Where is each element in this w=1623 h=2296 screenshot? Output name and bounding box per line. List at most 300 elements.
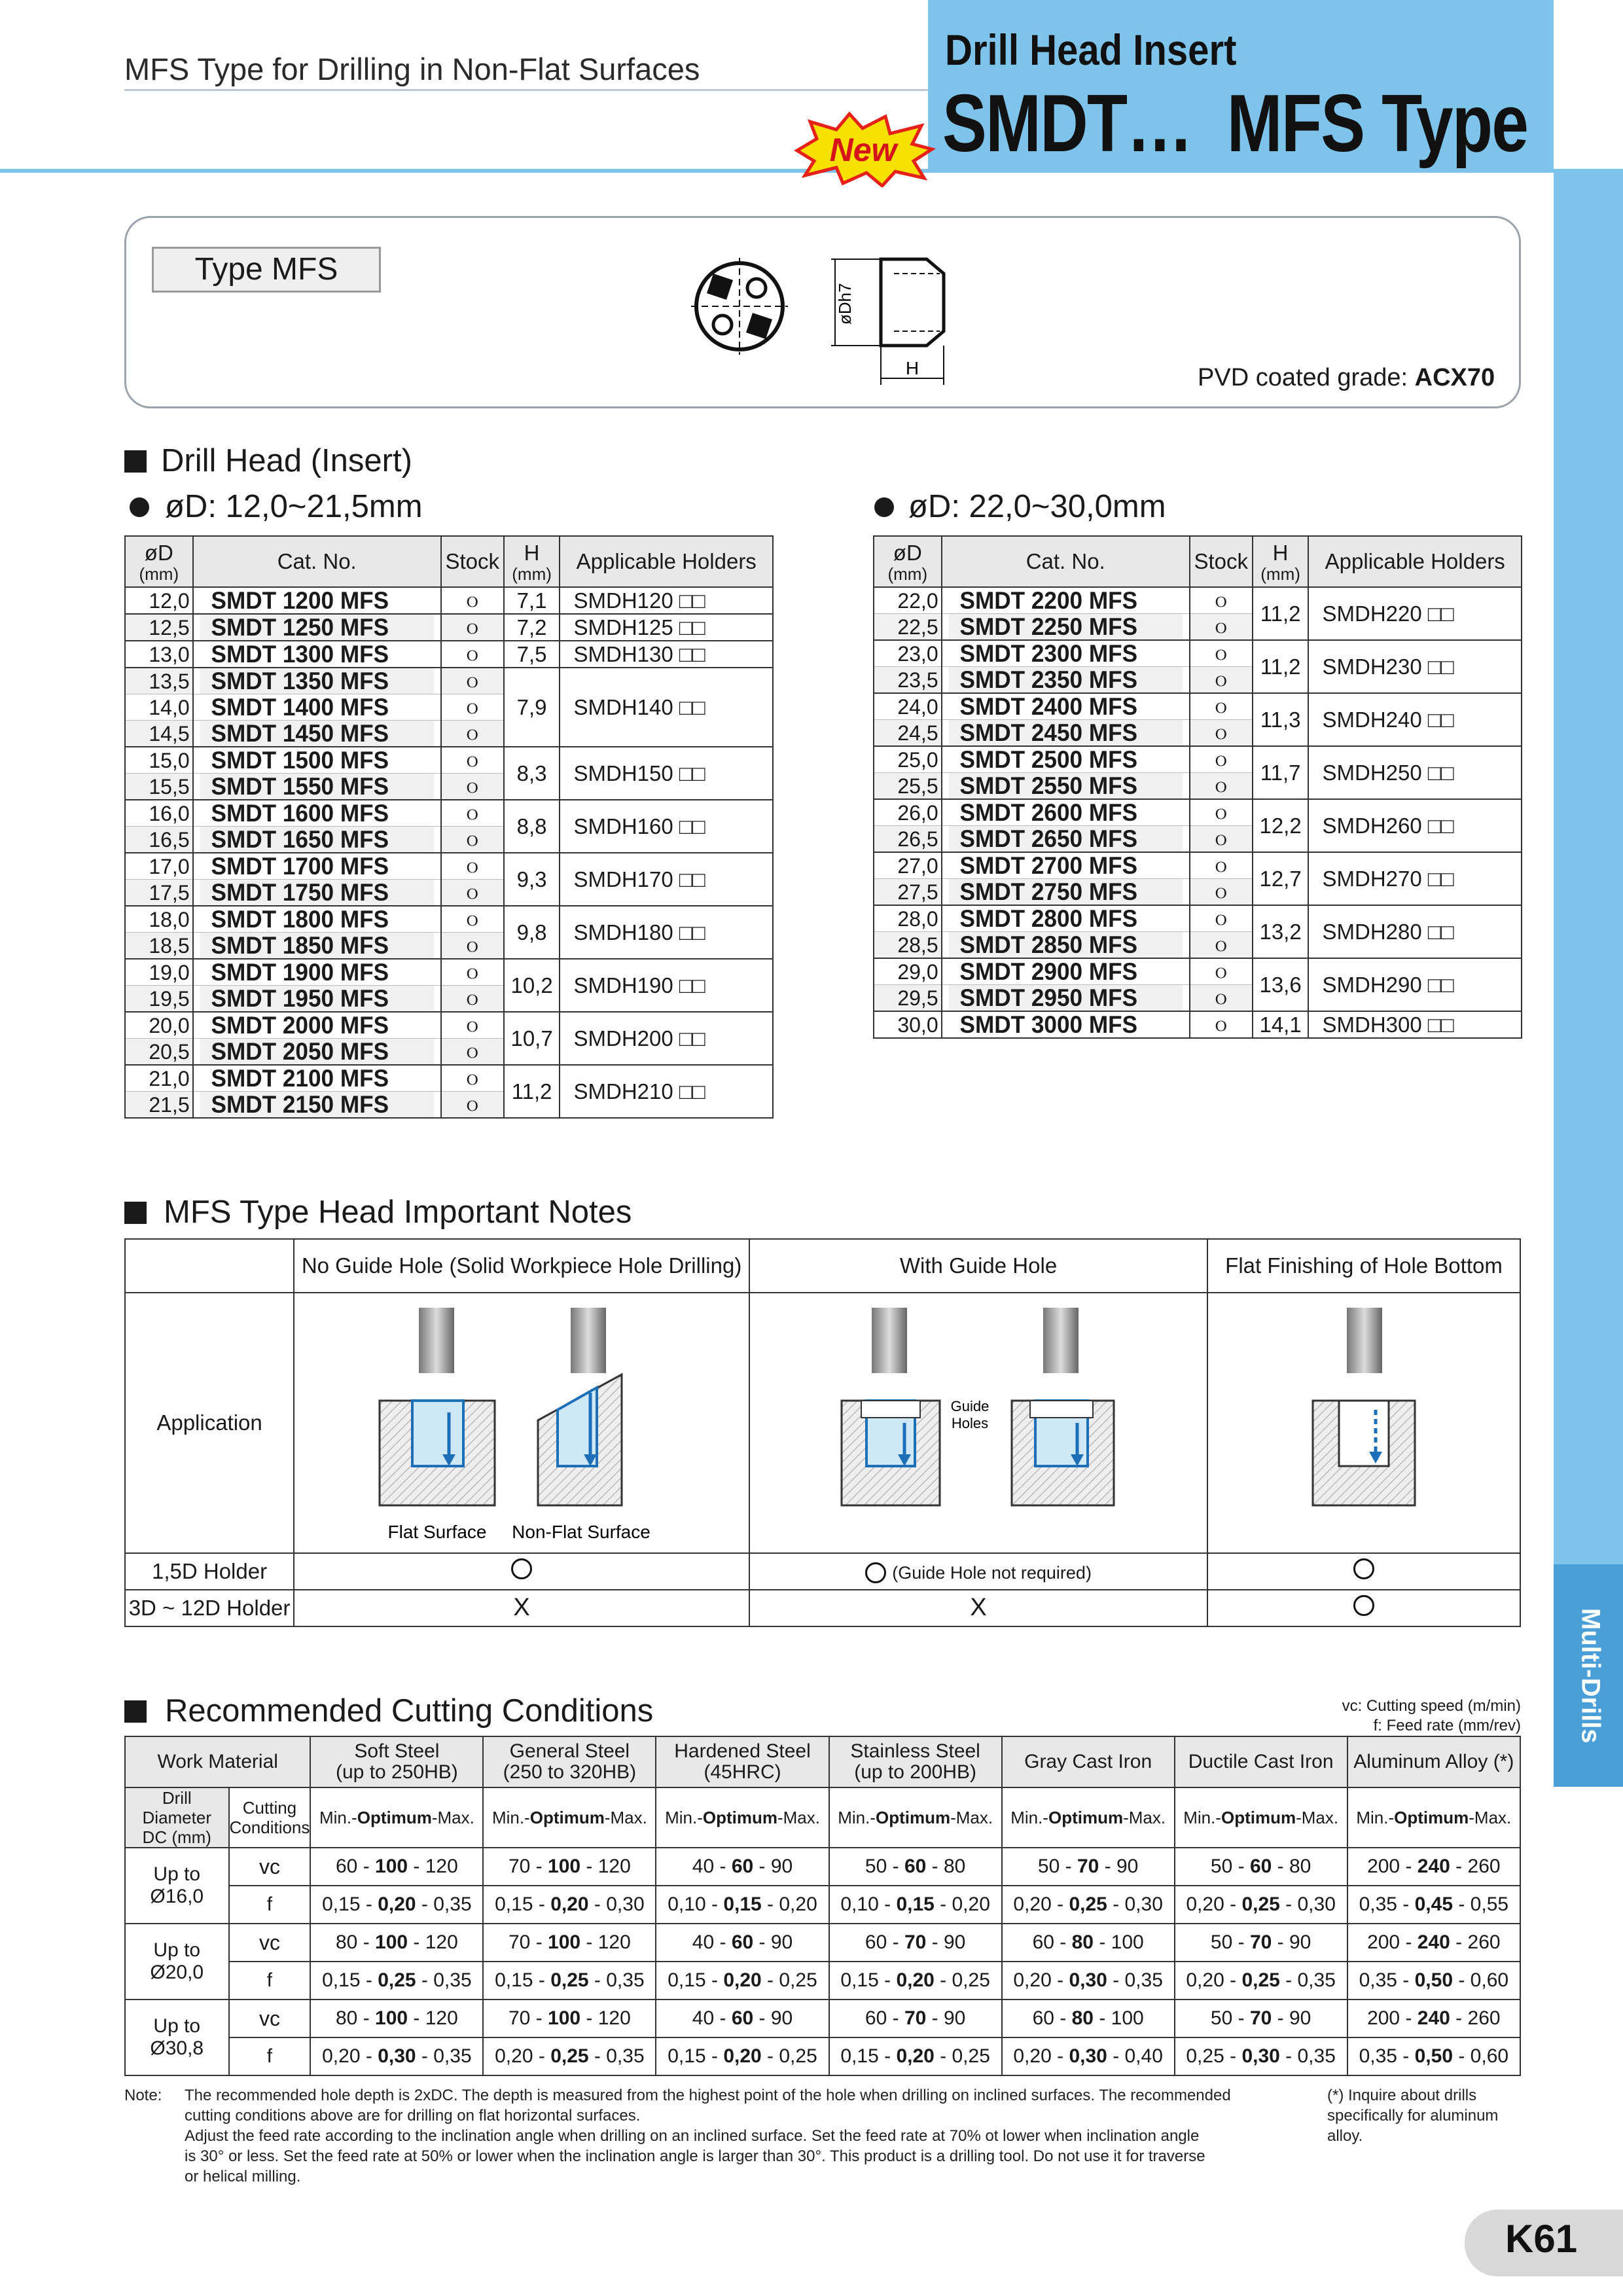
condition-value: 0,20 - 0,25 - 0,30 [1002, 1886, 1175, 1924]
header-title-small: Drill Head Insert [945, 26, 1237, 74]
diameter-cell: 16,5 [125, 827, 193, 853]
cat-no-cell: SMDT 1200 MFS [199, 587, 435, 614]
condition-value: 0,20 - 0,30 - 0,35 [310, 2037, 483, 2075]
diameter-cell: 14,0 [125, 694, 193, 721]
caption-non-flat: Non-Flat Surface [512, 1521, 651, 1542]
condition-value: 0,15 - 0,25 - 0,35 [483, 1962, 656, 2000]
cat-no-cell: SMDT 2300 MFS [948, 640, 1183, 667]
cat-no-cell: SMDT 1550 MFS [199, 774, 435, 800]
condition-value: 50 - 70 - 90 [1002, 1848, 1175, 1886]
notes-corner [125, 1239, 294, 1293]
condition-value: 70 - 100 - 120 [483, 1924, 656, 1962]
cell-15d-flat [1207, 1553, 1520, 1590]
cell-15d-guide [749, 1553, 1207, 1590]
cat-no-cell: SMDT 2950 MFS [948, 985, 1183, 1012]
condition-value: 40 - 60 - 90 [656, 2000, 829, 2037]
holder-cell: SMDH120 □□ [560, 587, 773, 614]
dim-h-label: H [905, 358, 919, 378]
stock-icon: ｏ [441, 986, 504, 1013]
holder-cell: SMDH130 □□ [560, 641, 773, 668]
stock-icon: ｏ [441, 853, 504, 880]
cat-no-cell: SMDT 2850 MFS [948, 932, 1183, 959]
circle-ok-icon [1353, 1595, 1374, 1616]
condition-value: 0,15 - 0,20 - 0,30 [483, 1886, 656, 1924]
table-row [125, 2037, 1520, 2075]
bullet-dot-icon [874, 497, 894, 517]
h-cell: 7,5 [504, 641, 560, 668]
row-application: Application [125, 1293, 294, 1552]
diameter-group: Up to Ø16,0 [125, 1848, 229, 1924]
diameter-cell: 27,5 [874, 879, 942, 906]
condition-value: 0,25 - 0,30 - 0,35 [1175, 2037, 1347, 2075]
diameter-cell: 27,0 [874, 852, 942, 879]
condition-value: 0,15 - 0,20 - 0,25 [829, 1962, 1002, 2000]
holder-cell: SMDH240 □□ [1308, 693, 1522, 746]
table-row [874, 587, 1522, 614]
h-cell: 7,2 [504, 614, 560, 641]
diameter-cell: 18,0 [125, 906, 193, 933]
header-underline [124, 89, 929, 91]
table-row [125, 1962, 1520, 2000]
diagram-flat-finish [1207, 1293, 1520, 1552]
stock-icon: ｏ [1190, 693, 1253, 720]
side-bar [1554, 171, 1623, 1579]
bullet-dot-icon [130, 497, 149, 517]
diameter-cell: 28,5 [874, 932, 942, 959]
condition-value: 60 - 70 - 90 [829, 1924, 1002, 1962]
diameter-cell: 22,5 [874, 614, 942, 641]
insert-front-view-icon [687, 254, 792, 359]
condition-value: 0,35 - 0,45 - 0,55 [1347, 1886, 1520, 1924]
notes-col-no-guide: No Guide Hole (Solid Workpiece Hole Drilling) [294, 1239, 749, 1293]
section-bullet-icon [124, 450, 147, 473]
diameter-cell: 26,0 [874, 799, 942, 826]
h-cell: 12,7 [1253, 852, 1309, 905]
condition-value: 0,20 - 0,30 - 0,40 [1002, 2037, 1175, 2075]
drill-diameter-header: Drill Diameter DC (mm) [125, 1787, 229, 1848]
condition-value: 0,20 - 0,30 - 0,35 [1002, 1962, 1175, 2000]
condition-value: 60 - 100 - 120 [310, 1848, 483, 1886]
header-title-big: SMDT… MFS Type [942, 79, 1528, 169]
condition-value: 0,20 - 0,25 - 0,35 [483, 2037, 656, 2075]
col-holders: Applicable Holders [1308, 536, 1522, 587]
condition-value: 200 - 240 - 260 [1347, 1848, 1520, 1886]
cat-no-cell: SMDT 1650 MFS [199, 827, 435, 853]
h-cell: 13,6 [1253, 958, 1309, 1011]
min-opt-max-header: Min.-Optimum-Max. [1002, 1787, 1175, 1848]
legend-f: f: Feed rate (mm/rev) [1373, 1717, 1521, 1734]
diameter-cell: 20,0 [125, 1012, 193, 1039]
condition-value: 70 - 100 - 120 [483, 2000, 656, 2037]
stock-icon: ｏ [441, 933, 504, 960]
diameter-cell: 25,5 [874, 773, 942, 800]
holder-cell: SMDH220 □□ [1308, 587, 1522, 640]
holder-cell: SMDH290 □□ [1308, 958, 1522, 1011]
condition-value: 0,15 - 0,20 - 0,25 [829, 2037, 1002, 2075]
cat-no-cell: SMDT 1350 MFS [199, 668, 435, 694]
stock-icon: ｏ [1190, 879, 1253, 906]
col-cat: Cat. No. [193, 536, 441, 587]
min-opt-max-header: Min.-Optimum-Max. [1175, 1787, 1347, 1848]
material-header: Ductile Cast Iron [1175, 1736, 1347, 1787]
h-cell: 9,3 [504, 853, 560, 906]
cat-no-cell: SMDT 1950 MFS [199, 986, 435, 1013]
table-row [125, 614, 773, 641]
condition-value: 0,20 - 0,25 - 0,30 [1175, 1886, 1347, 1924]
stock-icon: ｏ [1190, 932, 1253, 959]
cat-no-cell: SMDT 1500 MFS [199, 747, 435, 774]
material-header: General Steel (250 to 320HB) [483, 1736, 656, 1787]
condition-value: 60 - 80 - 100 [1002, 1924, 1175, 1962]
diameter-cell: 17,0 [125, 853, 193, 880]
aluminum-note [1327, 2085, 1521, 2146]
condition-value: 0,20 - 0,25 - 0,35 [1175, 1962, 1347, 2000]
cat-no-cell: SMDT 1400 MFS [199, 694, 435, 721]
diameter-cell: 28,0 [874, 905, 942, 932]
table-row [125, 1924, 1520, 1962]
stock-icon: ｏ [1190, 640, 1253, 667]
cat-no-cell: SMDT 1900 MFS [199, 959, 435, 986]
range-right: øD: 22,0~30,0mm [908, 489, 1166, 524]
cell-3d-flat [1207, 1590, 1520, 1626]
holder-cell: SMDH230 □□ [1308, 640, 1522, 693]
stock-icon: ｏ [1190, 614, 1253, 641]
h-cell: 8,3 [504, 747, 560, 800]
cat-no-cell: SMDT 2200 MFS [948, 587, 1183, 614]
cat-no-cell: SMDT 1800 MFS [199, 906, 435, 933]
type-label: Type MFS [152, 247, 381, 293]
table-row [874, 746, 1522, 773]
cutting-conditions-header: Cutting Conditions [229, 1787, 311, 1848]
condition-value: 60 - 80 - 100 [1002, 2000, 1175, 2037]
holder-cell: SMDH150 □□ [560, 747, 773, 800]
drilling-guide-hole-icon [750, 1295, 1205, 1551]
note-line: The recommended hole depth is 2xDC. The depth is measured from the highest point of the hole when drilling on inclined surfaces. The recommended [185, 2087, 1231, 2104]
new-badge-icon [791, 110, 936, 187]
holder-cell: SMDH190 □□ [560, 959, 773, 1012]
table-row [125, 747, 773, 774]
table-row [125, 587, 773, 614]
note-text [185, 2085, 1291, 2187]
side-tab-label: Multi-Drills [1576, 1607, 1605, 1744]
h-cell: 11,7 [1253, 746, 1309, 799]
cat-no-cell: SMDT 3000 MFS [948, 1011, 1183, 1038]
stock-icon: ｏ [441, 959, 504, 986]
diameter-cell: 21,0 [125, 1065, 193, 1092]
dim-d-label: øDh7 [835, 283, 855, 325]
h-cell: 11,2 [1253, 640, 1309, 693]
cutting-legend [1243, 1696, 1521, 1736]
table-row [125, 1848, 1520, 1886]
stock-icon: ｏ [1190, 826, 1253, 853]
min-opt-max-header: Min.-Optimum-Max. [656, 1787, 829, 1848]
h-cell: 13,2 [1253, 905, 1309, 958]
cat-no-cell: SMDT 2750 MFS [948, 879, 1183, 906]
h-cell: 11,2 [1253, 587, 1309, 640]
min-opt-max-header: Min.-Optimum-Max. [829, 1787, 1002, 1848]
stock-icon: ｏ [441, 800, 504, 827]
h-cell: 8,8 [504, 800, 560, 853]
legend-vc: vc: Cutting speed (m/min) [1342, 1697, 1521, 1715]
cat-no-cell: SMDT 1750 MFS [199, 880, 435, 906]
aside-line: alloy. [1327, 2127, 1363, 2145]
table-row [125, 641, 773, 668]
holder-cell: SMDH260 □□ [1308, 799, 1522, 852]
condition-value: 0,10 - 0,15 - 0,20 [656, 1886, 829, 1924]
diameter-cell: 21,5 [125, 1092, 193, 1119]
stock-icon: ｏ [441, 747, 504, 774]
param-vc: vc [229, 2000, 311, 2037]
cat-no-cell: SMDT 2700 MFS [948, 852, 1183, 879]
cell-15d-no-guide [294, 1553, 749, 1590]
holder-cell: SMDH280 □□ [1308, 905, 1522, 958]
stock-icon: ｏ [441, 1092, 504, 1119]
table-row [874, 958, 1522, 985]
material-header: Soft Steel (up to 250HB) [310, 1736, 483, 1787]
stock-icon: ｏ [1190, 958, 1253, 985]
diameter-cell: 29,5 [874, 985, 942, 1012]
table-row [874, 1011, 1522, 1038]
condition-value: 0,15 - 0,20 - 0,35 [310, 1886, 483, 1924]
guide-label-2: Holes [951, 1414, 989, 1431]
diameter-cell: 20,5 [125, 1039, 193, 1066]
condition-value: 50 - 60 - 80 [829, 1848, 1002, 1886]
table-row [125, 2000, 1520, 2037]
stock-icon: ｏ [441, 694, 504, 721]
cat-no-cell: SMDT 2450 MFS [948, 720, 1183, 747]
stock-icon: ｏ [441, 668, 504, 694]
cat-no-cell: SMDT 2250 MFS [948, 614, 1183, 641]
condition-value: 0,15 - 0,20 - 0,25 [656, 1962, 829, 2000]
condition-value: 50 - 60 - 80 [1175, 1848, 1347, 1886]
diameter-cell: 24,0 [874, 693, 942, 720]
diameter-cell: 15,5 [125, 774, 193, 800]
grade-value: ACX70 [1414, 364, 1495, 391]
stock-icon: ｏ [441, 587, 504, 614]
section-title-drill-head: Drill Head (Insert) [161, 443, 412, 478]
table-row [874, 640, 1522, 667]
param-f: f [229, 1886, 311, 1924]
stock-icon: ｏ [1190, 905, 1253, 932]
note-line: is 30° or less. Set the feed rate at 50% or lower when the inclination angle is larger than 30°. This product is a drilling tool. Do not use it for traverse [185, 2147, 1205, 2165]
notes-col-flat: Flat Finishing of Hole Bottom [1207, 1239, 1520, 1293]
col-stock: Stock [441, 536, 504, 587]
cat-no-cell: SMDT 2900 MFS [948, 958, 1183, 985]
circle-ok-icon [511, 1558, 532, 1579]
diameter-cell: 30,0 [874, 1011, 942, 1038]
table-row [125, 1886, 1520, 1924]
col-h: H (mm) [504, 536, 560, 587]
guide-not-required: (Guide Hole not required) [892, 1562, 1092, 1583]
condition-value: 0,35 - 0,50 - 0,60 [1347, 1962, 1520, 2000]
stock-icon: ｏ [1190, 773, 1253, 800]
table-row [874, 852, 1522, 879]
drilling-no-guide-icon [294, 1295, 747, 1551]
table-row [874, 693, 1522, 720]
col-h: H (mm) [1253, 536, 1309, 587]
col-d: øD (mm) [874, 536, 942, 587]
cat-no-cell: SMDT 2050 MFS [199, 1039, 435, 1066]
h-cell: 12,2 [1253, 799, 1309, 852]
diameter-cell: 17,5 [125, 880, 193, 906]
condition-value: 0,10 - 0,15 - 0,20 [829, 1886, 1002, 1924]
diagram-guide [749, 1293, 1207, 1552]
section-title-cutting: Recommended Cutting Conditions [165, 1693, 654, 1729]
row-3d-12d-holder: 3D ~ 12D Holder [125, 1590, 294, 1626]
diameter-cell: 24,5 [874, 720, 942, 747]
stock-icon: ｏ [441, 906, 504, 933]
col-stock: Stock [1190, 536, 1253, 587]
col-cat: Cat. No. [942, 536, 1190, 587]
condition-value: 80 - 100 - 120 [310, 2000, 483, 2037]
stock-icon: ｏ [441, 1012, 504, 1039]
diameter-cell: 26,5 [874, 826, 942, 853]
diameter-cell: 13,5 [125, 668, 193, 694]
param-f: f [229, 1962, 311, 2000]
cat-no-cell: SMDT 1700 MFS [199, 853, 435, 880]
param-vc: vc [229, 1924, 311, 1962]
diameter-cell: 15,0 [125, 747, 193, 774]
circle-ok-icon [865, 1562, 886, 1583]
cat-no-cell: SMDT 2550 MFS [948, 773, 1183, 800]
diameter-cell: 13,0 [125, 641, 193, 668]
cat-no-cell: SMDT 1300 MFS [199, 641, 435, 668]
table-row [125, 959, 773, 986]
grade-line [1198, 364, 1495, 392]
stock-icon: ｏ [1190, 985, 1253, 1012]
diameter-cell: 25,0 [874, 746, 942, 773]
condition-value: 200 - 240 - 260 [1347, 2000, 1520, 2037]
material-header: Aluminum Alloy (*) [1347, 1736, 1520, 1787]
condition-value: 70 - 100 - 120 [483, 1848, 656, 1886]
h-cell: 7,1 [504, 587, 560, 614]
stock-icon: ｏ [441, 1065, 504, 1092]
cell-3d-no-guide: X [294, 1590, 749, 1626]
material-header: Gray Cast Iron [1002, 1736, 1175, 1787]
insert-side-view-icon [829, 247, 972, 391]
holder-cell: SMDH125 □□ [560, 614, 773, 641]
stock-icon: ｏ [441, 827, 504, 853]
condition-value: 50 - 70 - 90 [1175, 1924, 1347, 1962]
stock-icon: ｏ [441, 614, 504, 641]
diameter-group: Up to Ø30,8 [125, 2000, 229, 2075]
min-opt-max-header: Min.-Optimum-Max. [1347, 1787, 1520, 1848]
cutting-conditions-table [124, 1736, 1521, 2076]
note-line: cutting conditions above are for drilling on flat horizontal surfaces. [185, 2107, 641, 2125]
stock-icon: ｏ [1190, 852, 1253, 879]
cat-no-cell: SMDT 2000 MFS [199, 1012, 435, 1039]
caption-flat: Flat Surface [387, 1521, 487, 1542]
work-material-header: Work Material [125, 1736, 310, 1787]
stock-icon: ｏ [1190, 799, 1253, 826]
holder-cell: SMDH200 □□ [560, 1012, 773, 1065]
row-15d-holder: 1,5D Holder [125, 1553, 294, 1590]
grade-label: PVD coated grade: [1198, 364, 1408, 391]
condition-value: 0,15 - 0,25 - 0,35 [310, 1962, 483, 2000]
stock-icon: ｏ [1190, 667, 1253, 694]
material-header: Stainless Steel (up to 200HB) [829, 1736, 1002, 1787]
table-row [125, 853, 773, 880]
cat-no-cell: SMDT 1600 MFS [199, 800, 435, 827]
diameter-cell: 23,0 [874, 640, 942, 667]
h-cell: 7,9 [504, 668, 560, 747]
page-number: K61 [1505, 2217, 1578, 2261]
diameter-cell: 14,5 [125, 721, 193, 747]
h-cell: 11,3 [1253, 693, 1309, 746]
diagram-no-guide [294, 1293, 749, 1552]
cat-no-cell: SMDT 2600 MFS [948, 799, 1183, 826]
min-opt-max-header: Min.-Optimum-Max. [310, 1787, 483, 1848]
stock-icon: ｏ [441, 774, 504, 800]
col-d: øD (mm) [125, 536, 193, 587]
param-f: f [229, 2037, 311, 2075]
drilling-flat-finish-icon [1208, 1295, 1518, 1551]
aside-line: specifically for aluminum [1327, 2107, 1499, 2125]
section-bullet-icon [124, 1700, 147, 1723]
table-row [125, 800, 773, 827]
param-vc: vc [229, 1848, 311, 1886]
h-cell: 10,7 [504, 1012, 560, 1065]
cat-no-cell: SMDT 1250 MFS [199, 614, 435, 641]
cell-3d-guide: X [749, 1590, 1207, 1626]
holder-cell: SMDH300 □□ [1308, 1011, 1522, 1038]
table-row [874, 799, 1522, 826]
h-cell: 9,8 [504, 906, 560, 959]
holder-cell: SMDH170 □□ [560, 853, 773, 906]
stock-icon: ｏ [441, 641, 504, 668]
stock-icon: ｏ [441, 1039, 504, 1066]
stock-icon: ｏ [1190, 587, 1253, 614]
h-cell: 10,2 [504, 959, 560, 1012]
cat-no-cell: SMDT 2650 MFS [948, 826, 1183, 853]
min-opt-max-header: Min.-Optimum-Max. [483, 1787, 656, 1848]
holder-cell: SMDH210 □□ [560, 1065, 773, 1118]
diameter-cell: 29,0 [874, 958, 942, 985]
section-bullet-icon [124, 1202, 147, 1224]
diameter-cell: 16,0 [125, 800, 193, 827]
cat-no-cell: SMDT 1850 MFS [199, 933, 435, 960]
diameter-cell: 12,5 [125, 614, 193, 641]
stock-icon: ｏ [1190, 720, 1253, 747]
table-row [874, 905, 1522, 932]
stock-icon: ｏ [441, 880, 504, 906]
cat-no-cell: SMDT 2400 MFS [948, 693, 1183, 720]
insert-table-right [873, 535, 1522, 1039]
cat-no-cell: SMDT 2150 MFS [199, 1092, 435, 1119]
condition-value: 80 - 100 - 120 [310, 1924, 483, 1962]
holder-cell: SMDH140 □□ [560, 668, 773, 747]
cat-no-cell: SMDT 2350 MFS [948, 667, 1183, 694]
cat-no-cell: SMDT 2100 MFS [199, 1065, 435, 1092]
diameter-cell: 23,5 [874, 667, 942, 694]
aside-line: (*) Inquire about drills [1327, 2087, 1477, 2104]
notes-table [124, 1238, 1521, 1627]
holder-cell: SMDH270 □□ [1308, 852, 1522, 905]
diameter-cell: 19,5 [125, 986, 193, 1013]
notes-col-guide: With Guide Hole [749, 1239, 1207, 1293]
stock-icon: ｏ [441, 721, 504, 747]
diameter-cell: 19,0 [125, 959, 193, 986]
diameter-cell: 22,0 [874, 587, 942, 614]
guide-label-1: Guide [950, 1397, 990, 1414]
condition-value: 200 - 240 - 260 [1347, 1924, 1520, 1962]
condition-value: 0,35 - 0,50 - 0,60 [1347, 2037, 1520, 2075]
table-row [125, 668, 773, 694]
header-subtitle: MFS Type for Drilling in Non-Flat Surfaces [124, 52, 700, 86]
cat-no-cell: SMDT 1450 MFS [199, 721, 435, 747]
diameter-group: Up to Ø20,0 [125, 1924, 229, 2000]
stock-icon: ｏ [1190, 746, 1253, 773]
